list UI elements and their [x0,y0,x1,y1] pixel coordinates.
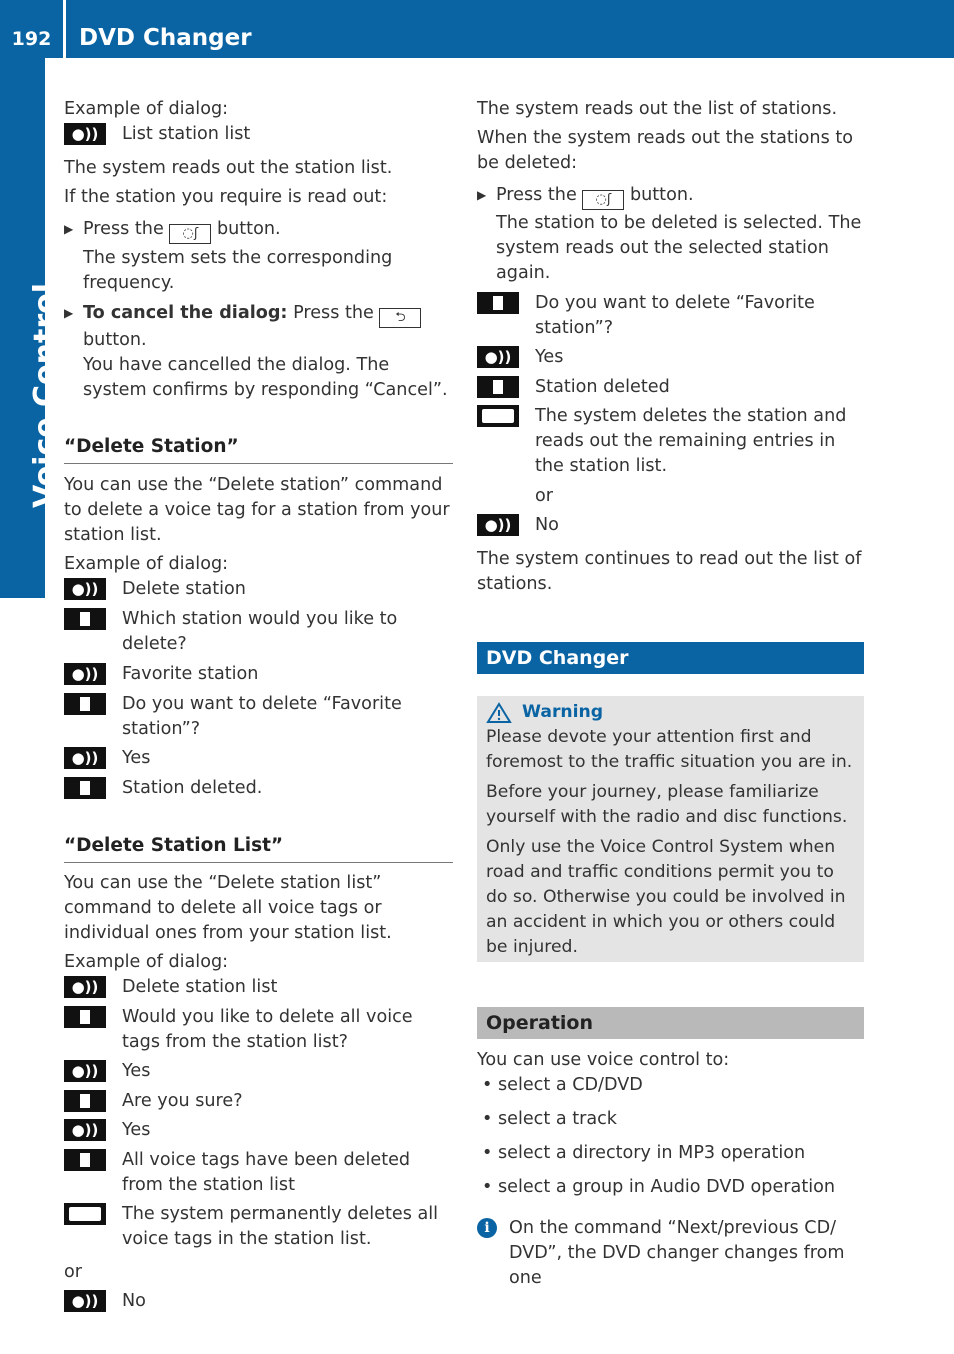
system-voice-icon [64,608,106,630]
system-voice-icon [477,292,519,314]
dialog-line: Are you sure? [64,1089,453,1114]
paragraph: You can use the “Delete station” command to delete a voice tag for a station from your station list. [64,475,450,545]
section-bar-dvd-changer: DVD Changer [477,642,864,674]
display-icon [64,1203,106,1225]
dialog-line: All voice tags have been deleted from the station list [64,1148,453,1198]
list-item: • select a directory in MP3 operation [482,1143,806,1163]
paragraph: The system reads out the list of stations. [477,99,838,119]
paragraph: The system continues to read out the list of stations. [477,549,862,594]
back-button-icon: ⮌ [379,308,421,328]
dialog-line: The system deletes the station and reads out the remaining entries in the station list. [477,404,864,479]
left-column [64,97,453,1314]
arrow-icon: ▶ [477,188,487,202]
or-label: or [64,1262,82,1282]
warning-text: Before your journey, please familiarize yourself with the radio and disc functions. [486,782,848,827]
or-label: or [535,486,553,506]
dialog-line: ●)) No [64,1289,453,1314]
dialog-line: ●)) List station list [64,122,453,147]
arrow-icon: ▶ [64,222,74,236]
warning-triangle-icon [486,702,512,724]
system-voice-icon [64,1090,106,1112]
system-voice-icon [64,1006,106,1028]
system-voice-icon [64,1149,106,1171]
system-voice-icon [64,777,106,799]
dialog-line: ●)) Delete station [64,577,453,602]
dialog-line: ●)) Yes [64,1059,453,1084]
speak-icon: ●)) [64,747,106,769]
dialog-line: ●)) No [477,513,864,538]
speak-icon: ●)) [64,1290,106,1312]
speak-icon: ●)) [64,976,106,998]
dialog-line: ●)) Delete station list [64,975,453,1000]
warning-box [477,696,864,962]
speak-icon: ●)) [64,123,106,145]
dialog-line: ●)) Favorite station [64,662,453,687]
paragraph: The system reads out the station list. [64,158,393,178]
voice-button-icon: ◌ʃ [582,190,624,210]
header-divider [63,0,66,58]
step: ▶ Press the ◌ʃ button. The system sets the corresponding frequency. [64,217,453,296]
step: ▶ To cancel the dialog: Press the ⮌ button. You have cancelled the dialog. The system confirms by responding “Cancel”. [64,301,453,403]
dialog-line: Do you want to delete “Favorite station”? [64,692,453,742]
heading-delete-station: “Delete Station” [64,434,453,464]
paragraph: You can use voice control to: [477,1050,730,1070]
arrow-icon: ▶ [64,306,74,320]
dialog-line: Which station would you like to delete? [64,607,453,657]
warning-header: Warning [486,700,855,725]
warning-text: Please devote your attention first and foremost to the traffic situation you are in. [486,727,853,772]
list-item: • select a CD/DVD [482,1075,643,1095]
dialog-line: ●)) Yes [64,1118,453,1143]
speak-icon: ●)) [64,1119,106,1141]
system-voice-icon [477,376,519,398]
paragraph: If the station you require is read out: [64,187,388,207]
dialog-line: ●)) Yes [64,746,453,771]
warning-text: Only use the Voice Control System when road and traffic conditions permit you to do so. Otherwise you could be involved in an accident in which you or others could be injured. [486,837,846,957]
example-label: Example of dialog: [64,554,229,574]
system-voice-icon [64,693,106,715]
dialog-line: ●)) Yes [477,345,864,370]
heading-delete-station-list: “Delete Station List” [64,833,453,863]
dialog-line: The system permanently deletes all voice tags in the station list. [64,1202,453,1252]
dialog-line: Station deleted. [64,776,453,801]
dialog-line: Would you like to delete all voice tags from the station list? [64,1005,453,1055]
side-tab [0,58,63,598]
right-column [477,97,864,1291]
header-title: DVD Changer [79,25,252,51]
side-tab-label: Voice Control [28,282,63,508]
info-icon: i [477,1218,497,1238]
example-label: Example of dialog: [64,952,229,972]
info-note: i On the command “Next/previous CD/ DVD”, the DVD changer changes from one [477,1216,864,1291]
page-header [0,0,954,58]
dialog-line: Do you want to delete “Favorite station”? [477,291,864,341]
speak-icon: ●)) [64,1060,106,1082]
speak-icon: ●)) [64,663,106,685]
page-number: 192 [11,28,52,50]
step: ▶ Press the ◌ʃ button. The station to be deleted is selected. The system reads out the selected station again. [477,183,864,286]
speak-icon: ●)) [477,514,519,536]
list-item: • select a track [482,1109,617,1129]
paragraph: You can use the “Delete station list” command to delete all voice tags or individual ones from your station list. [64,873,392,943]
list-item: • select a group in Audio DVD operation [482,1177,836,1197]
speak-icon: ●)) [64,578,106,600]
voice-button-icon: ◌ʃ [169,224,211,244]
speak-icon: ●)) [477,346,519,368]
display-icon [477,405,519,427]
paragraph: When the system reads out the stations to be deleted: [477,128,853,173]
section-bar-operation: Operation [477,1007,864,1039]
dialog-line: Station deleted [477,375,864,400]
example-label: Example of dialog: [64,99,229,119]
